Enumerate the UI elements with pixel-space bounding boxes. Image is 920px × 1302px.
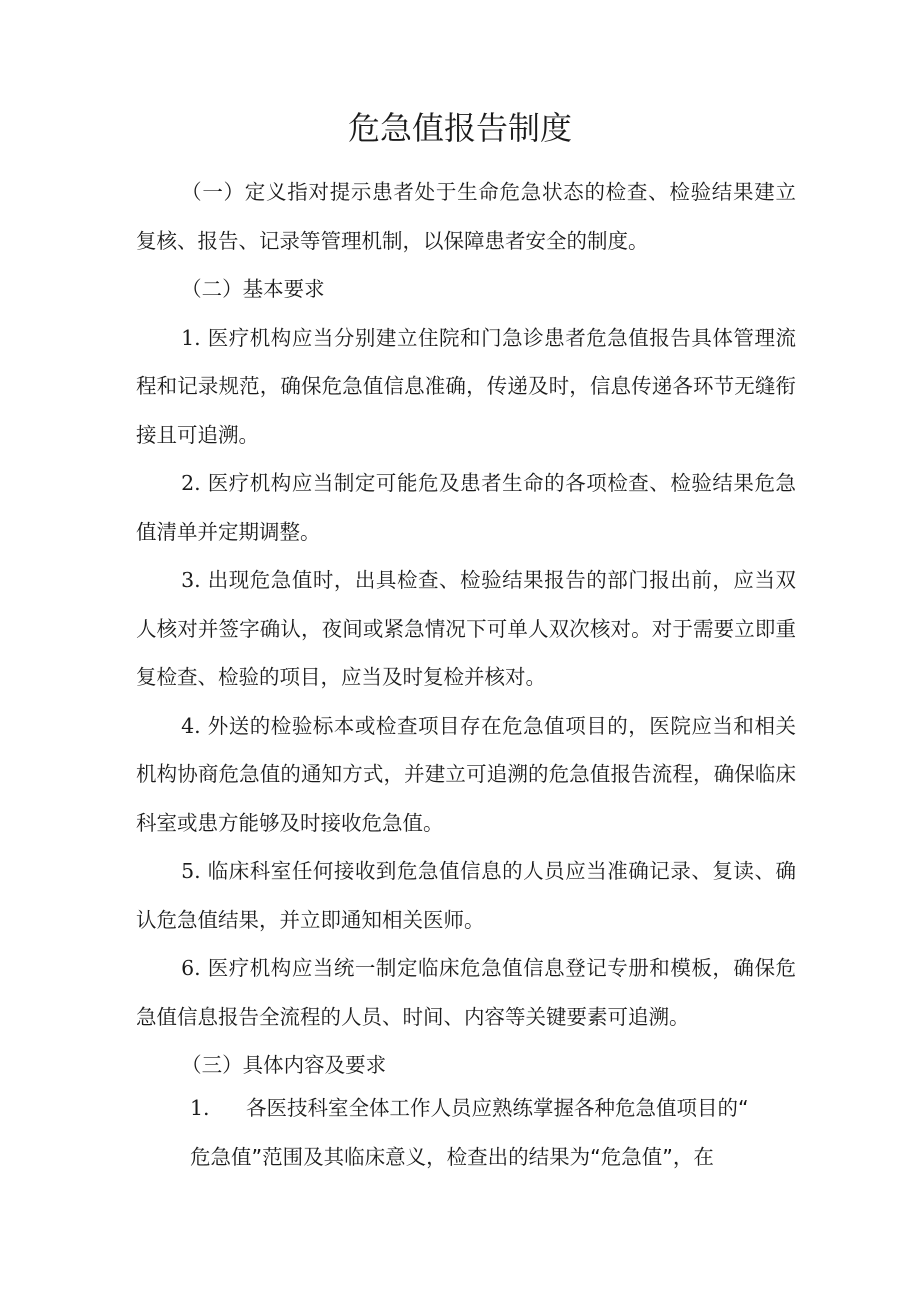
paragraph-text: （三）具体内容及要求: [181, 1053, 387, 1077]
paragraph-text: 医疗机构应当分别建立住院和门急诊患者危急值报告具体管理流程和记录规范，确保危急值信息准确，传递及时，信息传递各环节无缝衔接且可追溯。: [136, 325, 796, 447]
final-item-text-1: 各医技科室全体工作人员应熟练掌握各种危急值项目的“: [246, 1096, 749, 1120]
item-number: 4.: [181, 713, 201, 738]
item-number: 1.: [181, 325, 201, 350]
item-number: 3.: [181, 568, 201, 592]
paragraph-item-1: [136, 314, 796, 460]
paragraph-text: （一）定义指对提示患者处于生命危急状态的检查、检验结果建立复核、报告、记录等管理机制，以保障患者安全的制度。: [136, 180, 796, 253]
item-number: 2.: [181, 471, 201, 495]
paragraph-text: 外送的检验标本或检查项目存在危急值项目的，医院应当和相关机构协商危急值的通知方式，并建立可追溯的危急值报告流程，确保临床科室或患方能够及时接收危急值。: [136, 713, 796, 835]
paragraph-item-6: [136, 944, 796, 1041]
paragraph-text: 临床科室任何接收到危急值信息的人员应当准确记录、复读、确认危急值结果，并立即通知相关医师。: [136, 859, 796, 932]
document-body: [136, 168, 796, 1090]
paragraph-item-2: [136, 459, 796, 556]
paragraph-item-5: [136, 847, 796, 944]
item-number: 6.: [181, 956, 201, 980]
item-number: 1.: [190, 1096, 210, 1120]
paragraph-text: 出现危急值时，出具检查、检验结果报告的部门报出前，应当双人核对并签字确认，夜间或紧急情况下可单人双次核对。对于需要立即重复检查、检验的项目，应当及时复检并核对。: [136, 568, 796, 689]
paragraph-text: 医疗机构应当统一制定临床危急值信息登记专册和模板，确保危急值信息报告全流程的人员、时间、内容等关键要素可追溯。: [136, 956, 796, 1029]
final-item-text-2: 危急值”范围及其临床意义，检查出的结果为“危急值”，在: [190, 1144, 714, 1169]
document-title: 危急值报告制度: [347, 109, 572, 147]
paragraph-item-3: [136, 556, 796, 702]
final-item-line-2: [190, 1133, 790, 1182]
heading-specific-content: [136, 1041, 796, 1090]
final-item: [190, 1084, 790, 1181]
paragraph-definition: [136, 168, 796, 265]
paragraph-text: 医疗机构应当制定可能危及患者生命的各项检查、检验结果危急值清单并定期调整。: [136, 471, 796, 544]
paragraph-item-4: [136, 702, 796, 848]
final-item-line-1: [190, 1084, 790, 1133]
item-number: 5.: [181, 859, 201, 883]
paragraph-text: （二）基本要求: [181, 277, 325, 301]
heading-basic-requirements: [136, 265, 796, 314]
